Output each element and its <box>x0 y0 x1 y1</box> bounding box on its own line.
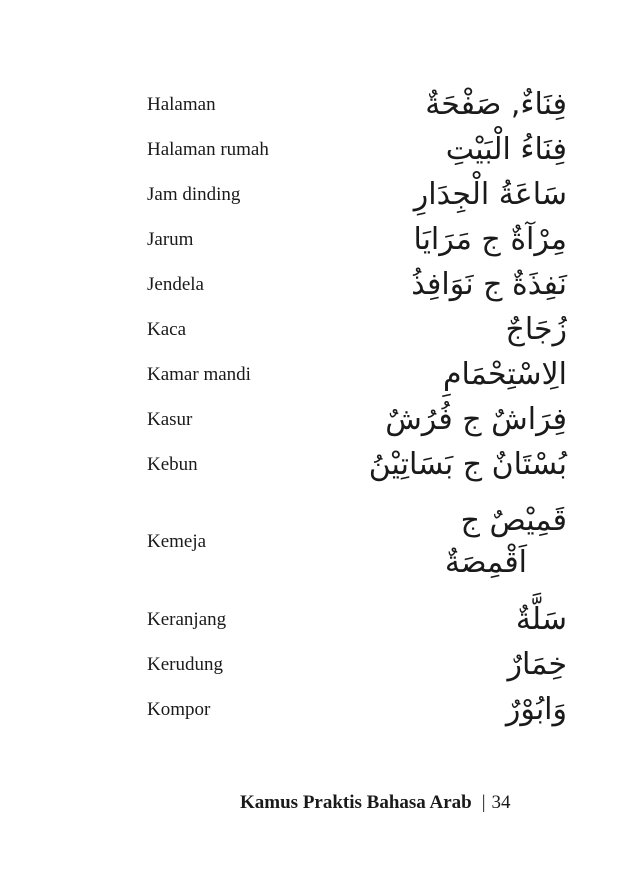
arabic-word: خِمَارٌ <box>507 646 567 682</box>
arabic-word: سَلَّةٌ <box>515 601 567 637</box>
arabic-word: فِنَاءٌ, صَفْحَةٌ <box>425 86 567 122</box>
entry-row <box>147 217 567 262</box>
entry-row <box>147 487 567 597</box>
arabic-word: فِنَاءُ الْبَيْتِ <box>445 131 567 167</box>
footer-separator: | <box>481 792 486 813</box>
entry-row <box>147 172 567 217</box>
indonesian-word: Jarum <box>147 228 194 250</box>
indonesian-word: Kasur <box>147 408 193 430</box>
arabic-word: فِرَاشٌ ج فُرُشٌ <box>385 401 567 437</box>
arabic-word-multiline <box>445 500 567 584</box>
entry-row <box>147 597 567 642</box>
indonesian-word: Kamar mandi <box>147 363 251 385</box>
entry-row <box>147 642 567 687</box>
entry-row <box>147 687 567 732</box>
indonesian-word: Kerudung <box>147 653 223 675</box>
indonesian-word: Jendela <box>147 273 204 295</box>
indonesian-word: Halaman rumah <box>147 138 269 160</box>
arabic-word: سَاعَةُ الْجِدَارِ <box>413 176 567 212</box>
entry-row <box>147 397 567 442</box>
entry-list <box>147 82 567 732</box>
arabic-word: مِرْآةٌ ج مَرَايَا <box>413 221 567 257</box>
arabic-word-line-1: قَمِيْصٌ ج <box>460 503 567 538</box>
entry-row <box>147 442 567 487</box>
indonesian-word: Jam dinding <box>147 183 241 205</box>
entry-row <box>147 352 567 397</box>
page-number: 34 <box>491 792 511 813</box>
indonesian-word: Kompor <box>147 698 211 720</box>
arabic-word-line-2: اَقْمِصَةٌ <box>444 545 527 580</box>
arabic-word: نَفِذَةٌ ج نَوَافِذُ <box>411 266 567 302</box>
indonesian-word: Keranjang <box>147 608 227 630</box>
entry-row <box>147 262 567 307</box>
indonesian-word: Kemeja <box>147 531 207 552</box>
book-title: Kamus Praktis Bahasa Arab <box>240 792 472 813</box>
arabic-word: وَابُوْرٌ <box>505 691 567 727</box>
indonesian-word: Kaca <box>147 318 187 340</box>
entry-row <box>147 307 567 352</box>
arabic-word: الِاسْتِحْمَامِ <box>442 356 567 392</box>
entry-row <box>147 82 567 127</box>
arabic-word: زُجَاجٌ <box>505 311 567 347</box>
page-footer <box>240 792 511 814</box>
indonesian-word: Kebun <box>147 453 198 475</box>
entry-row <box>147 127 567 172</box>
arabic-word: بُسْتَانٌ ج بَسَاتِيْنُ <box>368 446 567 482</box>
indonesian-word: Halaman <box>147 93 216 115</box>
